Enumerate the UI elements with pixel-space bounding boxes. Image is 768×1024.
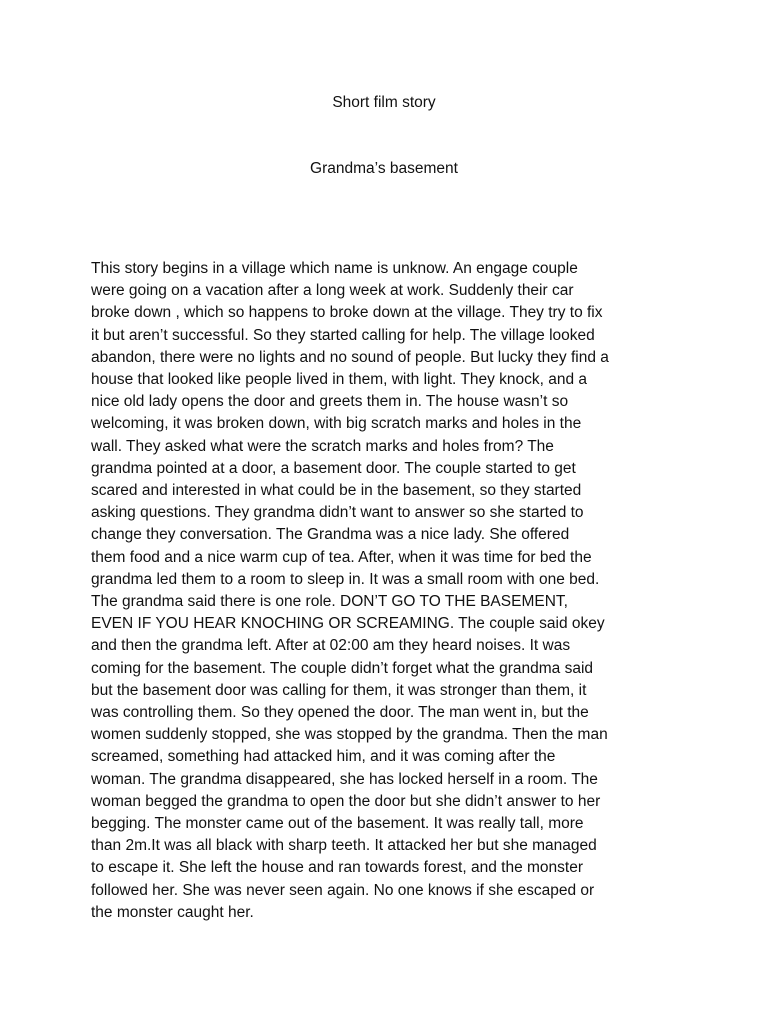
story-line: abandon, there were no lights and no sound of people. But lucky they find a — [91, 348, 609, 366]
story-body — [91, 258, 691, 924]
story-line: but the basement door was calling for them, it was stronger than them, it — [91, 681, 587, 699]
story-line: nice old lady opens the door and greets them in. The house wasn’t so — [91, 393, 569, 411]
story-line: This story begins in a village which name is unknow. An engage couple — [91, 260, 578, 277]
story-line: followed her. She was never seen again. No one knows if she escaped or — [91, 881, 595, 899]
story-line: house that looked like people lived in them, with light. They knock, and a — [91, 371, 588, 389]
document-title: Short film story — [332, 94, 436, 111]
story-line: scared and interested in what could be in the basement, so they started — [91, 482, 582, 500]
story-line: woman begged the grandma to open the door but she didn’t answer to her — [91, 792, 601, 810]
story-line: begging. The monster came out of the basement. It was really tall, more — [91, 815, 584, 833]
story-line: coming for the basement. The couple didn’t forget what the grandma said — [91, 659, 594, 677]
story-line: EVEN IF YOU HEAR KNOCHING OR SCREAMING. The couple said okey — [91, 615, 605, 633]
story-line: was controlling them. So they opened the door. The man went in, but the — [91, 704, 589, 722]
story-line: grandma led them to a room to sleep in. It was a small room with one bed. — [91, 570, 600, 588]
story-line: and then the grandma left. After at 02:00 am they heard noises. It was — [91, 637, 571, 655]
story-line: were going on a vacation after a long week at work. Suddenly their car — [91, 282, 574, 300]
story-line: them food and a nice warm cup of tea. After, when it was time for bed the — [91, 548, 592, 566]
story-line: woman. The grandma disappeared, she has locked herself in a room. The — [91, 770, 598, 788]
story-line: screamed, something had attacked him, and it was coming after the — [91, 748, 556, 766]
story-line: than 2m.It was all black with sharp teeth. It attacked her but she managed — [91, 837, 597, 855]
story-line: women suddenly stopped, she was stopped by the grandma. Then the man — [91, 726, 608, 744]
story-line: wall. They asked what were the scratch marks and holes from? The — [91, 437, 554, 455]
story-line: the monster caught her. — [91, 903, 254, 921]
story-line: asking questions. They grandma didn’t want to answer so she started to — [91, 504, 584, 522]
document-subtitle: Grandma’s basement — [310, 160, 458, 177]
story-line: it but aren’t successful. So they started calling for help. The village looked — [91, 326, 595, 344]
story-line: welcoming, it was broken down, with big scratch marks and holes in the — [91, 415, 582, 433]
story-line: change they conversation. The Grandma was a nice lady. She offered — [91, 526, 570, 544]
story-line: to escape it. She left the house and ran towards forest, and the monster — [91, 859, 583, 877]
story-line: grandma pointed at a door, a basement door. The couple started to get — [91, 459, 576, 477]
story-line: broke down , which so happens to broke down at the village. They try to fix — [91, 304, 603, 322]
story-line: The grandma said there is one role. DON’T GO TO THE BASEMENT, — [91, 593, 568, 611]
